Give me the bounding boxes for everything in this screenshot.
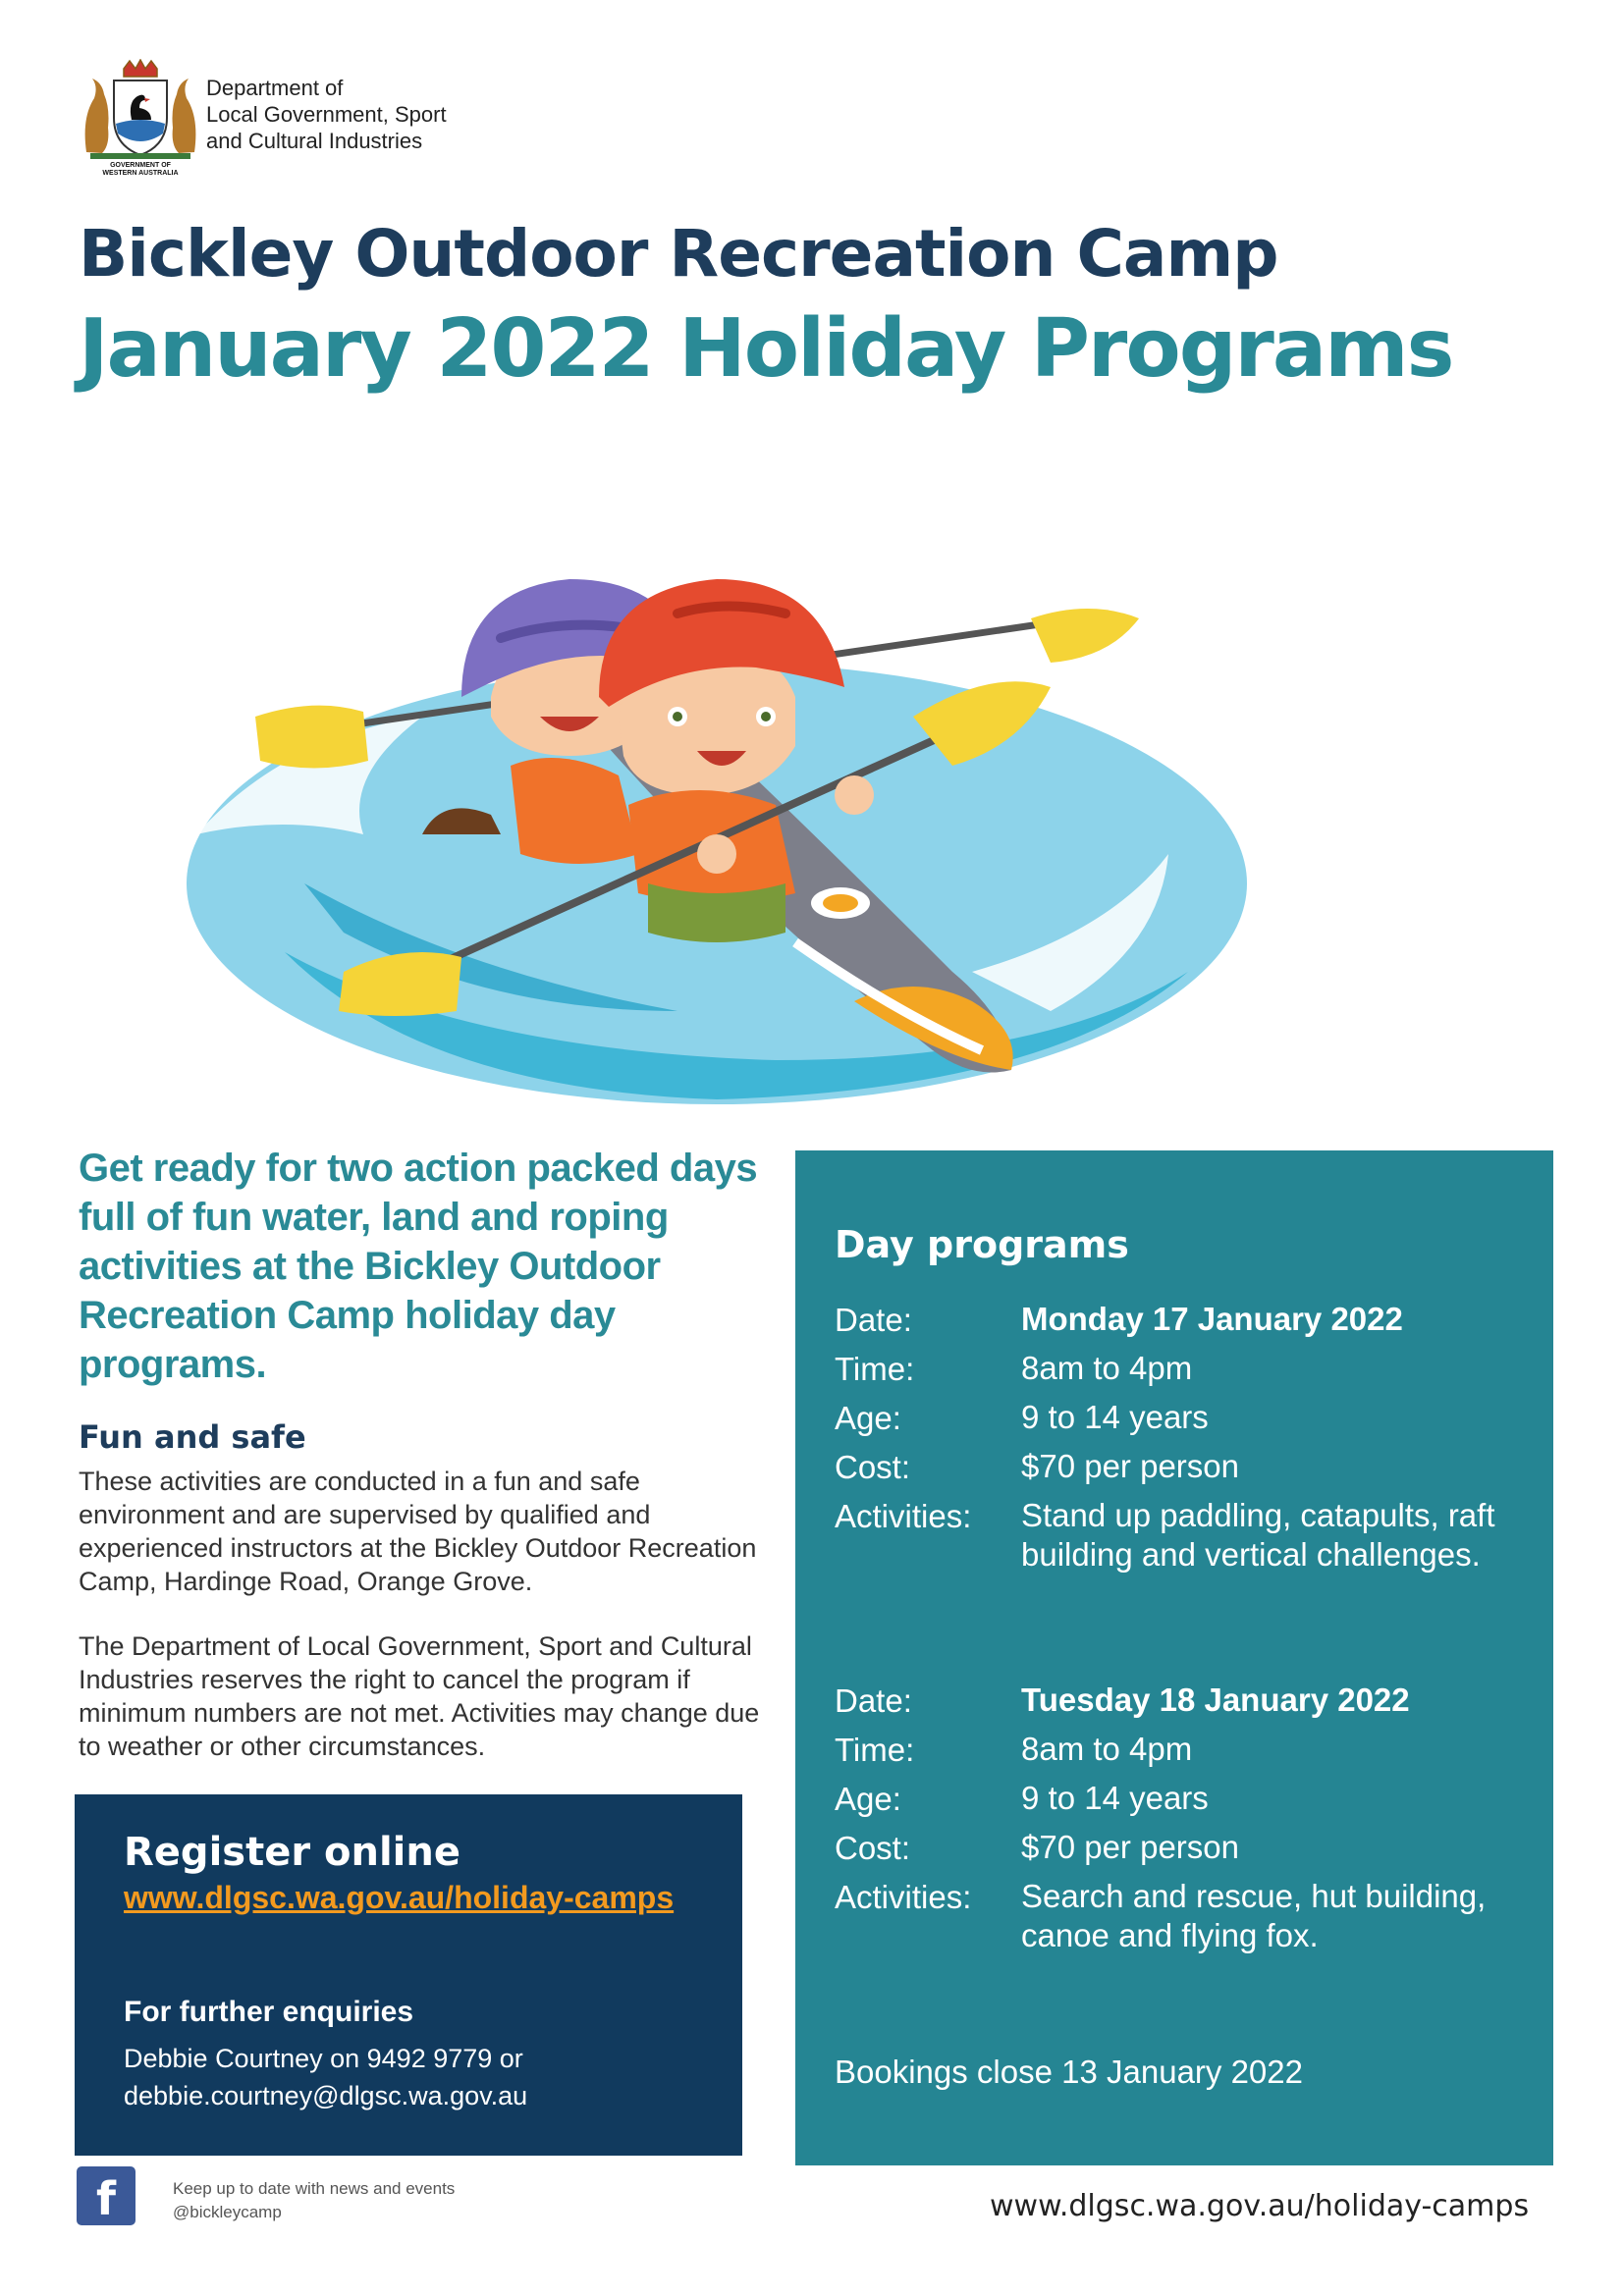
cost-label: Cost: — [835, 1830, 911, 1866]
cancellation-paragraph: The Department of Local Government, Sport and Cultural Industries reserves the right to cancel the program if minimum numbers are not met. Activities may change due to weather or other circumstances. — [79, 1631, 760, 1761]
department-line-3: and Cultural Industries — [206, 129, 423, 153]
register-link[interactable]: www.dlgsc.wa.gov.au/holiday-camps — [124, 1880, 675, 1915]
date-label: Date: — [835, 1682, 912, 1719]
program-cost: $70 per person — [1021, 1448, 1239, 1484]
enquiries-contact: Debbie Courtney on 9492 9779 or — [124, 2044, 523, 2073]
department-name — [206, 75, 447, 154]
facebook-icon[interactable]: f — [77, 2166, 135, 2225]
register-box — [75, 1794, 742, 2156]
social-handle: @bickleycamp — [173, 2203, 282, 2221]
fun-and-safe-paragraph: These activities are conducted in a fun and safe environment and are supervised by qualified and experienced instructors at the Bickley Outdoor Recreation Camp, Hardinge Road, Orange Grove. — [79, 1467, 757, 1596]
date-label: Date: — [835, 1302, 912, 1338]
enquiries-heading: For further enquiries — [124, 1996, 414, 2028]
time-label: Time: — [835, 1732, 915, 1768]
program-time: 8am to 4pm — [1021, 1731, 1193, 1767]
day-programs-box — [795, 1150, 1553, 2165]
age-label: Age: — [835, 1781, 901, 1817]
program-activities: Stand up paddling, catapults, raft building and vertical challenges. — [1021, 1497, 1495, 1573]
page-subtitle: January 2022 Holiday Programs — [79, 302, 1453, 396]
program-time: 8am to 4pm — [1021, 1350, 1193, 1386]
activities-label: Activities: — [835, 1498, 972, 1534]
time-label: Time: — [835, 1351, 915, 1387]
footer-url-link[interactable]: www.dlgsc.wa.gov.au/holiday-camps — [990, 2189, 1530, 2223]
cost-label: Cost: — [835, 1449, 911, 1485]
program-date: Tuesday 18 January 2022 — [1021, 1682, 1410, 1718]
day-programs-heading: Day programs — [835, 1223, 1129, 1266]
program-cost: $70 per person — [1021, 1829, 1239, 1865]
age-label: Age: — [835, 1400, 901, 1436]
crest-text-line2: WESTERN AUSTRALIA — [102, 170, 179, 177]
page-title: Bickley Outdoor Recreation Camp — [79, 216, 1278, 292]
activities-label: Activities: — [835, 1879, 972, 1915]
intro-lead: Get ready for two action packed days full of fun water, land and roping activities at the Bickley Outdoor Recreation Camp holiday day programs. — [79, 1147, 758, 1386]
program-activities: Search and rescue, hut building, canoe and flying fox. — [1021, 1878, 1487, 1953]
register-heading: Register online — [124, 1830, 460, 1875]
department-line-1: Department of — [206, 76, 344, 100]
enquiries-email[interactable]: debbie.courtney@dlgsc.wa.gov.au — [124, 2081, 528, 2110]
bookings-close-note: Bookings close 13 January 2022 — [835, 2054, 1303, 2090]
program-item — [835, 1681, 1542, 1955]
program-age: 9 to 14 years — [1021, 1399, 1209, 1435]
program-age: 9 to 14 years — [1021, 1780, 1209, 1816]
social-text — [173, 2177, 455, 2224]
program-item — [835, 1300, 1542, 1575]
fun-and-safe-heading: Fun and safe — [79, 1418, 306, 1456]
kayak-kids-illustration — [167, 422, 1286, 1109]
government-crest-logo — [77, 59, 204, 177]
social-line: Keep up to date with news and events — [173, 2179, 456, 2198]
department-line-2: Local Government, Sport — [206, 102, 447, 127]
crest-text-line1: GOVERNMENT OF — [110, 162, 171, 169]
program-date: Monday 17 January 2022 — [1021, 1301, 1403, 1337]
